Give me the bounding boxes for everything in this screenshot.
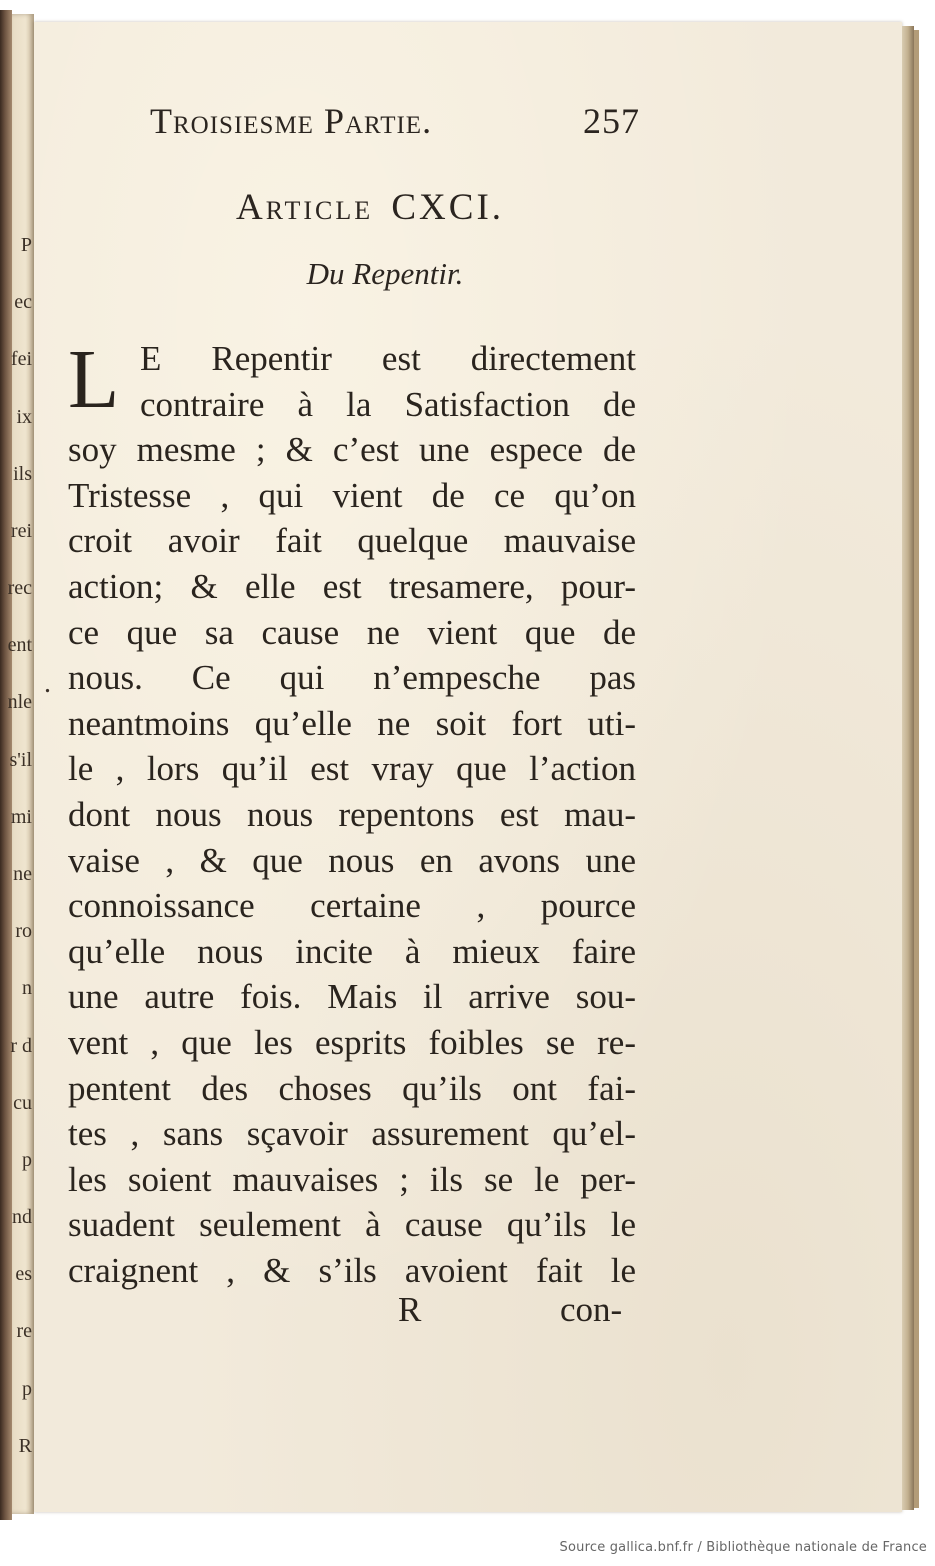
page-fore-edge-shadow xyxy=(914,30,919,1508)
previous-page-fragment: P xyxy=(20,234,32,256)
text-line: pentent des choses qu’ils ont fai- xyxy=(68,1068,636,1108)
previous-page-fragment: R xyxy=(18,1434,32,1457)
previous-page-fragment: r d xyxy=(10,1034,32,1057)
text-line: tes , sans sçavoir assurement qu’el- xyxy=(68,1114,636,1154)
text-line: qu’elle nous incite à mieux faire xyxy=(68,931,636,971)
text-line: vent , que les esprits foibles se re- xyxy=(68,1023,636,1062)
text-line: craignent , & s’ils avoient fait le xyxy=(68,1251,636,1290)
page-number: 257 xyxy=(583,101,640,141)
margin-mark: . xyxy=(44,668,51,699)
previous-page-fragment: fei xyxy=(10,348,32,371)
previous-page-fragment: s'il xyxy=(9,748,32,771)
text-line: une autre fois. Mais il arrive sou- xyxy=(68,977,636,1017)
text-line: vaise , & que nous en avons une xyxy=(68,840,636,880)
text-line: soy mesme ; & c’est une espece de xyxy=(68,430,636,470)
previous-page-fragment: ix xyxy=(16,405,32,428)
previous-page-fragment: rec xyxy=(7,577,32,600)
previous-page-fragment: cu xyxy=(13,1091,32,1114)
text-line: neantmoins qu’elle ne soit fort uti- xyxy=(68,703,636,743)
text-line: les soient mauvaises ; ils se le per- xyxy=(68,1159,636,1199)
previous-page-fragment: n xyxy=(22,977,32,1000)
previous-page-fragment: es xyxy=(15,1263,32,1286)
previous-page-fragment: nle xyxy=(7,691,32,714)
drop-cap: L xyxy=(68,333,120,426)
previous-page-fragment: nd xyxy=(12,1206,32,1229)
text-line: E Repentir est directement xyxy=(140,339,636,378)
article-subtitle: Du Repentir. xyxy=(306,256,464,291)
previous-page-fragment: re xyxy=(16,1320,32,1343)
previous-page-fragment: ne xyxy=(13,863,32,885)
previous-page-fragment: mi xyxy=(10,805,32,828)
article-heading: Article CXCI. xyxy=(235,187,505,228)
previous-page-fragment: p xyxy=(22,1148,32,1171)
running-head xyxy=(150,100,640,150)
text-line: nous. Ce qui n’empesche pas xyxy=(68,658,636,698)
text-line: Tristesse , qui vient de ce qu’on xyxy=(68,475,636,515)
previous-page-fragment: ro xyxy=(15,920,32,943)
text-line: dont nous nous repentons est mau- xyxy=(68,795,636,834)
text-line: le , lors qu’il est vray que l’action xyxy=(68,749,636,789)
signature-mark: R xyxy=(398,1290,422,1329)
text-line: ce que sa cause ne vient que de xyxy=(68,612,636,652)
previous-page-fragment: p xyxy=(22,1377,32,1400)
source-credit: Source gallica.bnf.fr / Bibliothèque nationale de France xyxy=(559,1540,927,1555)
page-fore-edge xyxy=(902,26,914,1510)
previous-page-fragment: ils xyxy=(13,462,32,485)
previous-page-fragment: ec xyxy=(14,291,32,314)
previous-page-fragment: ent xyxy=(7,634,32,657)
text-line: suadent seulement à cause qu’ils le xyxy=(68,1205,636,1245)
previous-page-strip xyxy=(7,14,34,1514)
text-line: connoissance certaine , pource xyxy=(68,886,636,926)
text-line: contraire à la Satisfaction de xyxy=(140,384,636,424)
text-line: croit avoir fait quelque mauvaise xyxy=(68,521,636,561)
running-title: Troisiesme Partie. xyxy=(150,101,433,141)
text-line: action; & elle est tresamere, pour- xyxy=(68,567,636,606)
previous-page-fragment: rei xyxy=(10,519,32,542)
catchword: con- xyxy=(560,1290,623,1329)
